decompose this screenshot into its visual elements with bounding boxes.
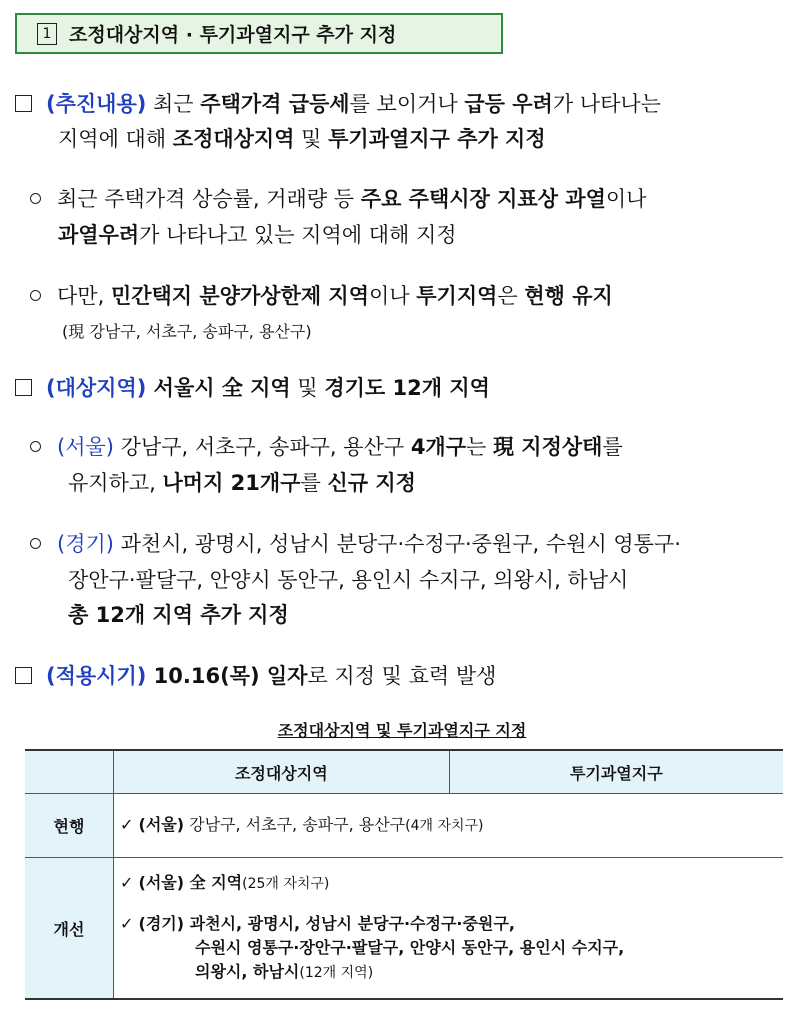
text-run: 투기과열지구 추가 지정 (328, 127, 546, 151)
check-icon: ✓ (120, 815, 134, 834)
text-run: 로 지정 및 효력 발생 (307, 664, 497, 688)
table-row-improved (25, 858, 783, 1000)
target-gyeonggi-line-2: 장안구·팔달구, 안양시 동안구, 용인시 수지구, 의왕시, 하남시 (68, 568, 629, 592)
text-run: 투기지역 (416, 284, 498, 308)
text-run: 과천시, 광명시, 성남시 분당구·수정구·중원구, (184, 914, 515, 933)
row-label-current: 현행 (25, 794, 114, 858)
promotion-bullet-2-note: (現 강남구, 서초구, 송파구, 용산구) (62, 322, 312, 341)
text-run: 나머지 21개구 (162, 471, 301, 495)
gyeonggi-line-2: 수원시 영통구·장안구·팔달구, 안양시 동안구, 용인시 수지구, (195, 938, 625, 957)
text-run: 주택가격 급등세 (200, 92, 350, 116)
text-run: (서울) (138, 815, 185, 834)
text-run: 現 지정상태 (492, 435, 603, 459)
text-run: 지역에 대해 (58, 127, 173, 151)
square-bullet-icon (15, 379, 32, 396)
check-icon: ✓ (120, 873, 134, 892)
seoul-tag: (서울) (57, 435, 114, 459)
text-run: 최근 주택가격 상승률, 거래량 등 (57, 187, 361, 211)
text-run: 가 나타나고 있는 지역에 대해 지정 (139, 223, 457, 247)
circle-bullet-icon (30, 538, 41, 549)
text-run: 다만, (57, 284, 111, 308)
text-run: 과열우려 (58, 223, 140, 247)
text-run: 10.16(목) 일자 (146, 664, 308, 688)
target-heading (15, 373, 490, 403)
promotion-tag: (추진내용) (46, 92, 147, 116)
promotion-line-2 (58, 124, 546, 154)
text-run: 를 (602, 435, 623, 459)
table-row-current (25, 794, 783, 858)
text-run: 민간택지 분양가상한제 지역 (110, 284, 369, 308)
current-cell (114, 794, 784, 858)
text-run: 강남구, 서초구, 송파구, 용산구 (113, 435, 411, 459)
text-run: 신규 지정 (327, 471, 416, 495)
promotion-bullet-1-line-1 (30, 184, 646, 214)
promotion-bullet-1-line-2 (58, 220, 457, 250)
text-run: 가 나타나는 (552, 92, 661, 116)
text-run: 과천시, 광명시, 성남시 분당구·수정구·중원구, 수원시 영통구· (113, 532, 681, 556)
target-tag: (대상지역) (46, 376, 147, 400)
column-header-speculation: 투기과열지구 (449, 750, 783, 794)
column-header-adjustment: 조정대상지역 (114, 750, 450, 794)
target-gyeonggi-line-3: 총 12개 지역 추가 지정 (68, 603, 289, 627)
text-run: 서울시 全 지역 (146, 376, 291, 400)
text-run: 경기도 12개 지역 (324, 376, 490, 400)
table-header-row (25, 750, 783, 794)
text-run: 를 (300, 471, 328, 495)
text-run: 는 (466, 435, 493, 459)
text-run: 4개구 (410, 435, 466, 459)
table-title: 조정대상지역 및 투기과열지구 지정 (277, 721, 527, 740)
gyeonggi-tag: (경기) (57, 532, 114, 556)
promotion-bullet-2-line-1 (30, 281, 613, 311)
text-run: 이나 (605, 187, 647, 211)
circle-bullet-icon (30, 441, 41, 452)
promotion-line-1 (15, 89, 661, 119)
section-title-box (15, 13, 503, 54)
policy-table (25, 749, 783, 1000)
text-run: 및 (294, 127, 329, 151)
timing-tag: (적용시기) (46, 664, 147, 688)
text-run: 은 (497, 284, 525, 308)
check-icon: ✓ (120, 914, 134, 933)
text-run: (서울) (138, 873, 185, 892)
timing-line (15, 661, 496, 691)
target-gyeonggi-line-1 (30, 529, 681, 559)
square-bullet-icon (15, 95, 32, 112)
text-run: 의왕시, 하남시 (195, 962, 300, 981)
circle-bullet-icon (30, 193, 41, 204)
text-run: 최근 (146, 92, 201, 116)
section-number: 1 (37, 23, 57, 45)
section-title: 조정대상지역 · 투기과열지구 추가 지정 (69, 24, 397, 46)
text-run: 급등 우려 (464, 92, 553, 116)
target-seoul-line-1 (30, 432, 623, 462)
row-label-improved: 개선 (25, 858, 114, 1000)
text-run: 유지하고, (68, 471, 163, 495)
text-run: (4개 자치구) (405, 818, 484, 834)
text-run: 조정대상지역 (172, 127, 295, 151)
target-seoul-line-2 (68, 468, 416, 498)
text-run: 주요 주택시장 지표상 과열 (360, 187, 606, 211)
text-run: 이나 (369, 284, 417, 308)
text-run: 를 보이거나 (349, 92, 465, 116)
circle-bullet-icon (30, 290, 41, 301)
text-run: (경기) (138, 914, 185, 933)
text-run: 현행 유지 (524, 284, 613, 308)
text-run: (12개 지역) (299, 965, 374, 981)
table-corner-cell (25, 750, 114, 794)
text-run: 강남구, 서초구, 송파구, 용산구 (184, 815, 406, 834)
text-run: (25개 자치구) (242, 876, 330, 892)
square-bullet-icon (15, 667, 32, 684)
text-run: 全 지역 (184, 873, 243, 892)
text-run: 및 (290, 376, 325, 400)
improved-cell (114, 858, 784, 1000)
